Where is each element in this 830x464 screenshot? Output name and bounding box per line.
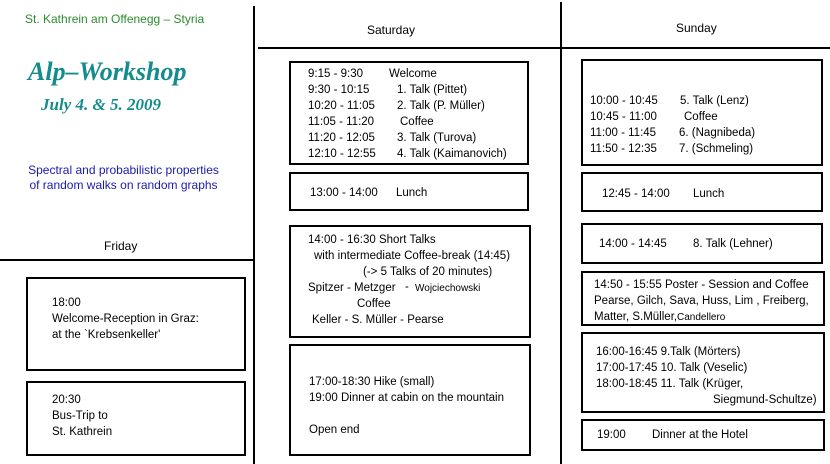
schedule-event: 4. Talk (Kaimanovich) <box>397 148 507 160</box>
schedule-time: 10:45 - 11:00 <box>590 111 657 123</box>
schedule-time: 10:00 - 10:45 <box>590 95 658 107</box>
saturday-speakers-2: Keller - S. Müller - Pearse <box>312 314 444 326</box>
divider-middle-column <box>560 2 562 464</box>
sunday-poster-box <box>581 271 825 326</box>
sunday-dinner-event: Dinner at the Hotel <box>652 429 748 441</box>
schedule-event: 5. Talk (Lenz) <box>680 95 749 107</box>
sunday-dinner-box <box>581 419 825 451</box>
sunday-talk10: 17:00-17:45 10. Talk (Veselic) <box>596 362 748 374</box>
saturday-short-coffee: Coffee <box>357 298 391 310</box>
saturday-open-end: Open end <box>309 424 360 436</box>
sunday-talk8-row <box>599 236 773 252</box>
sunday-poster-candellero: Candellero <box>677 312 726 323</box>
schedule-row <box>308 98 507 114</box>
workshop-title: Alp–Workshop <box>28 57 187 86</box>
day-header-sunday: Sunday <box>676 21 717 35</box>
schedule-time: 9:30 - 10:15 <box>308 84 370 96</box>
schedule-time: 11:05 - 11:20 <box>308 116 375 128</box>
workshop-dates: July 4. & 5. 2009 <box>41 95 161 114</box>
schedule-event: 2. Talk (P. Müller) <box>397 100 485 112</box>
schedule-row <box>308 82 507 98</box>
schedule-event: 3. Talk (Turova) <box>397 132 477 144</box>
schedule-event: 1. Talk (Pittet) <box>397 84 468 96</box>
friday-reception-box <box>26 277 246 371</box>
schedule-row <box>308 130 507 146</box>
saturday-speakers-dash: - <box>405 281 409 293</box>
day-header-friday: Friday <box>104 239 138 253</box>
schedule-event: 7. (Schmeling) <box>679 143 754 155</box>
saturday-coffee-break-note: with intermediate Coffee-break (14:45) <box>314 250 511 262</box>
sunday-poster-presenters-2: Matter, S.Müller, <box>594 311 678 323</box>
schedule-event: 6. (Nagnibeda) <box>679 127 756 139</box>
schedule-time: 9:15 - 9:30 <box>308 68 363 80</box>
saturday-hike: 17:00-18:30 Hike (small) <box>309 376 435 388</box>
saturday-short-talks: 14:00 - 16:30 Short Talks <box>308 234 436 246</box>
saturday-afternoon-box <box>289 225 531 338</box>
schedule-row <box>308 66 507 82</box>
friday-bus-destination: St. Kathrein <box>52 426 113 438</box>
sunday-morning-box <box>581 59 823 166</box>
saturday-evening-box <box>289 344 531 456</box>
friday-reception-event: Welcome-Reception in Graz: <box>52 313 199 325</box>
subtitle-line-1: Spectral and probabilistic properties <box>28 163 219 177</box>
schedule-event: Welcome <box>389 68 437 80</box>
sunday-dinner-time: 19:00 <box>597 429 626 441</box>
sunday-lunch-row <box>602 186 724 202</box>
schedule-row <box>590 125 755 141</box>
sunday-dinner-row <box>597 427 748 443</box>
subtitle-line-2: of random walks on random graphs <box>29 178 218 192</box>
sunday-poster-session: 14:50 - 15:55 Poster - Session and Coffee <box>594 279 809 291</box>
friday-bus-box <box>26 381 246 456</box>
divider-left-column <box>253 6 255 464</box>
sunday-talk11: 18:00-18:45 11. Talk (Krüger, <box>596 378 744 390</box>
sunday-afternoon-box <box>581 332 825 413</box>
saturday-talks-note: (-> 5 Talks of 20 minutes) <box>363 266 493 278</box>
sunday-talk8-box <box>581 223 823 264</box>
friday-bus-event: Bus-Trip to <box>52 410 108 422</box>
sunday-morning-list <box>590 93 755 157</box>
sunday-poster-presenters-1: Pearse, Gilch, Sava, Huss, Lim , Freiberg, <box>594 295 809 307</box>
sunday-talk9: 16:00-16:45 9.Talk (Mörters) <box>596 346 741 358</box>
schedule-event: Coffee <box>684 111 718 123</box>
sunday-lunch-box <box>581 172 823 212</box>
friday-reception-time: 18:00 <box>52 297 81 309</box>
saturday-morning-list <box>308 66 507 162</box>
sunday-lunch-time: 12:45 - 14:00 <box>602 188 670 200</box>
schedule-row <box>590 109 755 125</box>
header-location: St. Kathrein am Offenegg – Styria <box>25 12 205 26</box>
saturday-speakers-wojciechowski: Wojciechowski <box>415 283 481 294</box>
schedule-row <box>590 141 755 157</box>
day-header-saturday: Saturday <box>367 23 416 37</box>
workshop-subtitle <box>0 163 247 193</box>
sunday-talk8-event: 8. Talk (Lehner) <box>693 238 773 250</box>
friday-bus-time: 20:30 <box>52 394 81 406</box>
schedule-time: 11:20 - 12:05 <box>308 132 375 144</box>
saturday-speakers-1: Spitzer - Metzger <box>308 282 396 294</box>
saturday-lunch-box <box>289 172 529 211</box>
friday-reception-place: at the `Krebsenkeller' <box>52 329 161 341</box>
schedule-event: Coffee <box>400 116 434 128</box>
saturday-lunch-event: Lunch <box>396 187 428 199</box>
saturday-lunch-row <box>310 185 427 201</box>
schedule-row <box>308 146 507 162</box>
sunday-lunch-event: Lunch <box>693 188 725 200</box>
schedule-time: 11:50 - 12:35 <box>590 143 657 155</box>
schedule-row <box>308 114 507 130</box>
schedule-time: 11:00 - 11:45 <box>590 127 657 139</box>
schedule-row <box>590 93 755 109</box>
header-underline-saturday-sunday <box>258 47 830 49</box>
sunday-talk8-time: 14:00 - 14:45 <box>599 238 667 250</box>
schedule-time: 12:10 - 12:55 <box>308 148 376 160</box>
saturday-lunch-time: 13:00 - 14:00 <box>310 187 378 199</box>
saturday-dinner: 19:00 Dinner at cabin on the mountain <box>309 392 504 404</box>
sunday-talk11-cont: Siegmund-Schultze) <box>713 394 817 406</box>
schedule-time: 10:20 - 11:05 <box>308 100 375 112</box>
saturday-morning-box <box>289 61 529 165</box>
friday-divider <box>0 259 253 261</box>
